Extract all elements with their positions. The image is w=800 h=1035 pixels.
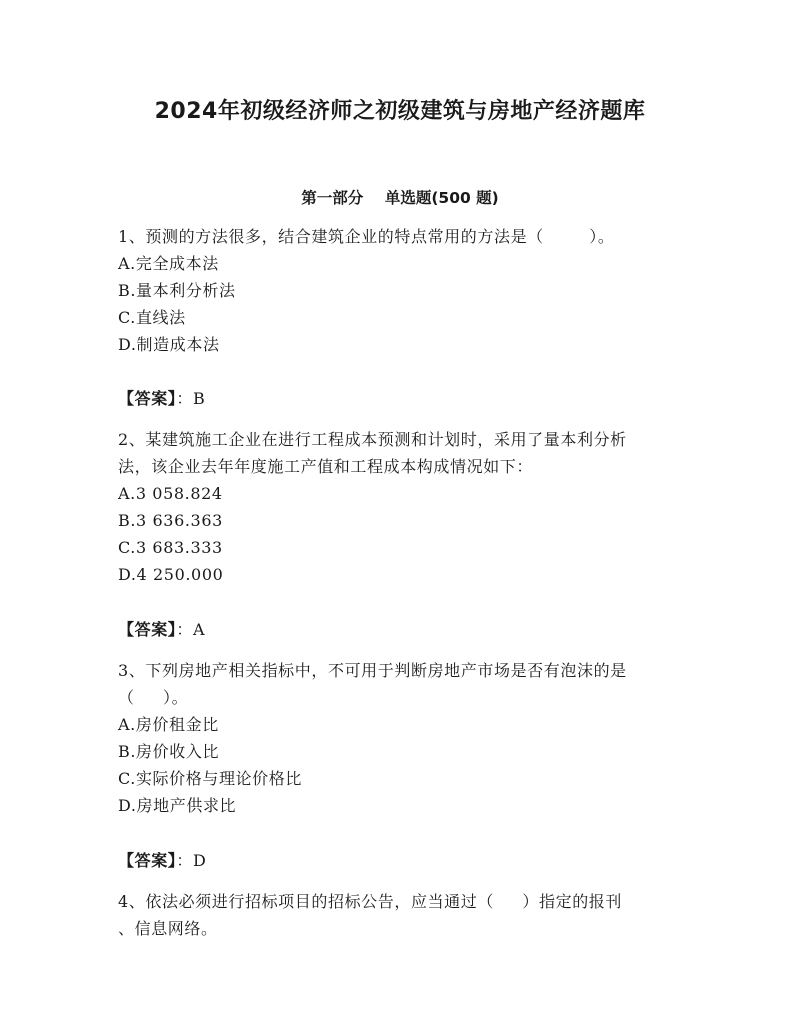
- answer-label: 【答案】: [118, 389, 177, 408]
- question-2-option-b: B.3 636.363: [118, 511, 223, 530]
- question-2-stem-line-1: 2、某建筑施工企业在进行工程成本预测和计划时，采用了量本利分析: [118, 430, 627, 449]
- answer-value: ：A: [176, 620, 206, 639]
- section-heading: 第一部分 单选题(500 题): [301, 189, 499, 207]
- question-4-stem-line-2: 、信息网络。: [118, 919, 218, 938]
- answer-label: 【答案】: [118, 851, 177, 870]
- answer-label: 【答案】: [118, 620, 177, 639]
- question-3-stem-line-1: 3、下列房地产相关指标中，不可用于判断房地产市场是否有泡沫的是: [118, 661, 627, 680]
- question-1-option-c: C.直线法: [118, 308, 186, 327]
- question-3-option-c: C.实际价格与理论价格比: [118, 769, 302, 788]
- question-2-option-d: D.4 250.000: [118, 565, 224, 584]
- question-2-stem-line-2: 法，该企业去年年度施工产值和工程成本构成情况如下：: [118, 457, 534, 476]
- question-3-option-b: B.房价收入比: [118, 742, 220, 761]
- answer-value: ：B: [176, 389, 206, 408]
- question-1-stem: 1、预测的方法很多，结合建筑企业的特点常用的方法是（ ）。: [118, 227, 615, 246]
- question-3-answer: [118, 851, 206, 871]
- question-3-option-a: A.房价租金比: [118, 715, 219, 734]
- question-2-option-a: A.3 058.824: [118, 484, 223, 503]
- question-3-option-d: D.房地产供求比: [118, 796, 237, 815]
- answer-value: ：D: [176, 851, 207, 870]
- question-1-answer: [118, 389, 205, 409]
- question-2-answer: [118, 620, 205, 640]
- document-title: 2024年初级经济师之初级建筑与房地产经济题库: [154, 99, 646, 124]
- question-2-option-c: C.3 683.333: [118, 538, 223, 557]
- question-1-option-d: D.制造成本法: [118, 335, 220, 354]
- question-1-option-a: A.完全成本法: [118, 254, 219, 273]
- question-1-option-b: B.量本利分析法: [118, 281, 236, 300]
- question-3-stem-line-2: （ ）。: [118, 688, 189, 707]
- question-4-stem-line-1: 4、依法必须进行招标项目的招标公告，应当通过（ ）指定的报刊: [118, 892, 623, 911]
